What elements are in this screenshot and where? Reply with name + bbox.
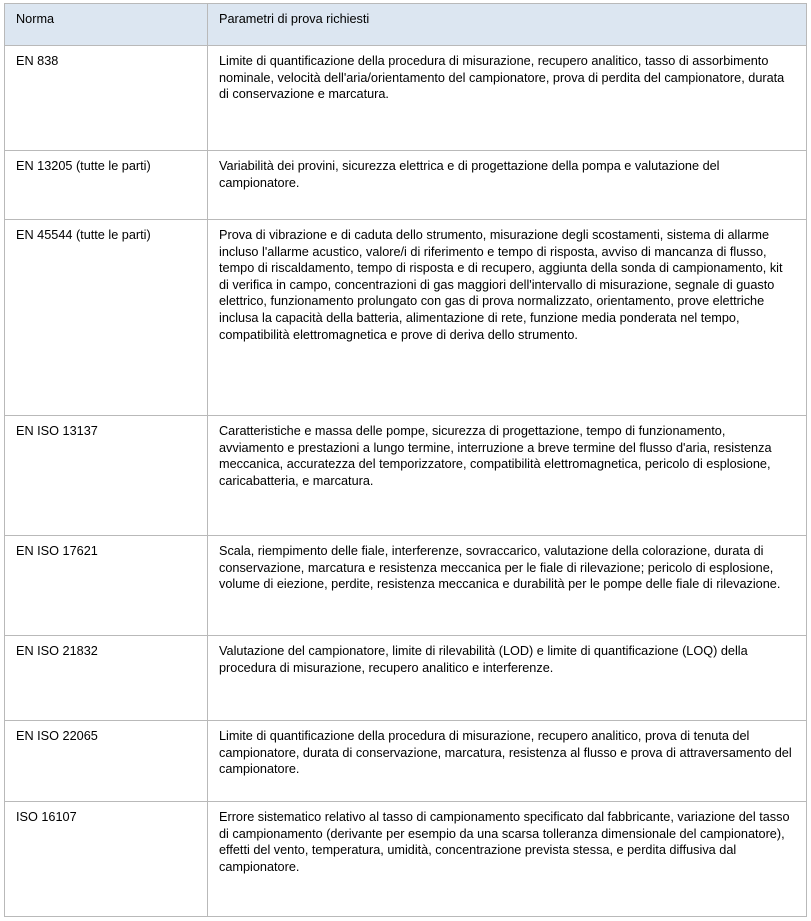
cell-parametri: Variabilità dei provini, sicurezza elettrica e di progettazione della pompa e valutazione del campionatore. <box>208 151 807 220</box>
cell-parametri: Limite di quantificazione della procedura di misurazione, recupero analitico, prova di tenuta del campionatore, durata di conservazione, marcatura, resistenza al flusso e prova di attraversamento del campionatore. <box>208 721 807 802</box>
table-header <box>5 4 807 46</box>
table-row <box>5 151 807 220</box>
table-row <box>5 536 807 636</box>
cell-norma: EN ISO 22065 <box>5 721 208 802</box>
table-header-row <box>5 4 807 46</box>
cell-norma: EN 45544 (tutte le parti) <box>5 220 208 416</box>
table-body <box>5 46 807 917</box>
standards-test-parameters-table <box>4 3 807 917</box>
cell-norma: EN ISO 17621 <box>5 536 208 636</box>
cell-parametri: Errore sistematico relativo al tasso di campionamento specificato dal fabbricante, variazione del tasso di campionamento (derivante per esempio da una scarsa tolleranza dimensionale del campionatore), effetti del vento, temperatura, umidità, concentrazione prevista stessa, e perdita diffusiva dal campionatore. <box>208 802 807 917</box>
cell-norma: ISO 16107 <box>5 802 208 917</box>
table-row <box>5 220 807 416</box>
table-row <box>5 636 807 721</box>
cell-norma: EN 838 <box>5 46 208 151</box>
cell-norma: EN ISO 13137 <box>5 416 208 536</box>
norme-table-container <box>4 3 806 917</box>
column-header-parametri: Parametri di prova richiesti <box>208 4 807 46</box>
cell-norma: EN 13205 (tutte le parti) <box>5 151 208 220</box>
cell-parametri: Scala, riempimento delle fiale, interferenze, sovraccarico, valutazione della colorazione, durata di conservazione, marcatura e resistenza meccanica per le fiale di rilevazione; pericolo di esplosione, volume di eiezione, perdite, resistenza meccanica e durabilità per le pompe delle fiale di rilevazione. <box>208 536 807 636</box>
table-row <box>5 416 807 536</box>
table-row <box>5 721 807 802</box>
cell-parametri: Valutazione del campionatore, limite di rilevabilità (LOD) e limite di quantificazione (LOQ) della procedura di misurazione, recupero analitico e interferenze. <box>208 636 807 721</box>
cell-parametri: Prova di vibrazione e di caduta dello strumento, misurazione degli scostamenti, sistema di allarme incluso l'allarme acustico, valore/i di riferimento e tempo di risposta, avviso di mancanza di flusso, tempo di riscaldamento, tempo di risposta e di recupero, aggiunta della sonda di campionamento, kit di verifica in campo, concentrazioni di gas maggiori dell'intervallo di misurazione, segnale di guasto elettrico, funzionamento prolungato con gas di prova normalizzato, orientamento, prove elettriche inclusa la capacità della batteria, alimentazione di rete, funzione media ponderata nel tempo, compatibilità elettromagnetica e prove di deriva dello strumento. <box>208 220 807 416</box>
cell-parametri: Caratteristiche e massa delle pompe, sicurezza di progettazione, tempo di funzionamento, avviamento e prestazioni a lungo termine, interruzione a breve termine del flusso d'aria, resistenza meccanica, accuratezza del temporizzatore, compatibilità elettromagnetica, pericolo di esplosione, caricabatteria, e marcatura. <box>208 416 807 536</box>
table-row <box>5 46 807 151</box>
column-header-norma: Norma <box>5 4 208 46</box>
cell-norma: EN ISO 21832 <box>5 636 208 721</box>
cell-parametri: Limite di quantificazione della procedura di misurazione, recupero analitico, tasso di assorbimento nominale, velocità dell'aria/orientamento del campionatore, prova di perdita del campionatore, durata di conservazione e marcatura. <box>208 46 807 151</box>
table-row <box>5 802 807 917</box>
